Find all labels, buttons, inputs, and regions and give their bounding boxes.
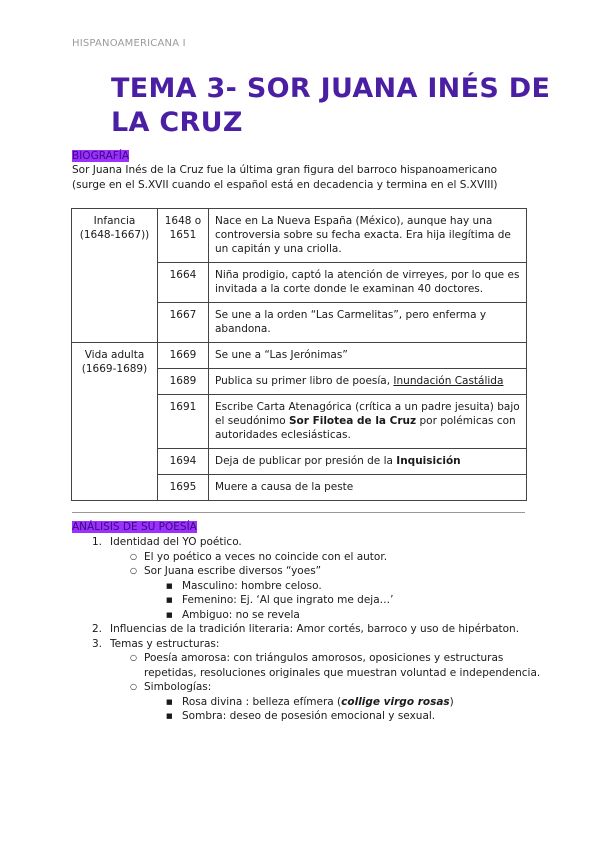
year-cell: 1669 [158,343,209,369]
circle-bullet-icon: ○ [130,551,137,561]
period-cell-infancia: Infancia (1648-1667)) [72,209,158,343]
event-cell: Deja de publicar por presión de la Inquisición [209,449,527,475]
event-cell: Publica su primer libro de poesía, Inundación Castálida [209,369,527,395]
year-cell: 1695 [158,475,209,501]
table-row [72,209,527,263]
square-bullet-icon: ■ [166,581,173,590]
square-bullet-icon: ■ [166,610,173,619]
section-analisis-label: ANÁLISIS DE SU POESÍA [72,521,197,533]
book-title-link[interactable]: Inundación Castálida [393,375,504,387]
circle-bullet-icon: ○ [130,682,137,691]
event-cell: Niña prodigio, captó la atención de virreyes, por lo que es invitada a la corte donde le examinan 40 doctores. [209,263,527,303]
list-item: 3. Temas y estructuras: [92,637,220,650]
page-title: TEMA 3- SOR JUANA INÉS DE LA CRUZ [111,73,551,138]
square-bullet-icon: ■ [166,697,173,706]
divider [72,512,525,513]
list-item: ■ Femenino: Ej. ‘Al que ingrato me deja…’ [166,594,394,606]
circle-bullet-icon: ○ [130,653,137,662]
event-cell: Muere a causa de la peste [209,475,527,501]
list-item: ○ Sor Juana escribe diversos “yoes” [130,565,322,577]
biografia-intro: Sor Juana Inés de la Cruz fue la última gran figura del barroco hispanoamericano (surge en el S.XVII cuando el español está en decadencia y termina en el S.XVIII) [72,164,498,191]
year-cell: 1694 [158,449,209,475]
year-cell: 1664 [158,263,209,303]
list-item: ■ Rosa divina : belleza efímera (collige virgo rosas) [166,695,454,708]
list-item: ■ Ambiguo: no se revela [166,608,300,621]
list-item: ○ Simbologías: [130,681,212,693]
list-item: ○ El yo poético a veces no coincide con el autor. [130,550,388,563]
year-cell: 1689 [158,369,209,395]
period-cell-vida-adulta: Vida adulta (1669-1689) [72,343,158,501]
event-cell: Nace en La Nueva España (México), aunque hay una controversia sobre su fecha exacta. Era hija ilegítima de un capitán y una criolla. [209,209,527,263]
circle-bullet-icon: ○ [130,566,137,575]
page-header: HISPANOAMERICANA I [72,38,186,49]
year-cell: 1691 [158,395,209,449]
list-item: 1. Identidad del YO poético. [92,536,242,548]
square-bullet-icon: ■ [166,596,173,604]
year-cell: 1648 o 1651 [158,209,209,263]
list-item: ■ Sombra: deseo de posesión emocional y sexual. [166,710,436,722]
table-row [72,343,527,369]
list-item: ■ Masculino: hombre celoso. [166,579,322,592]
section-biografia-label: BIOGRAFÍA [72,150,130,162]
list-item: ○ Poesía amorosa: con triángulos amorosos, oposiciones y estructuras repetidas, resoluciones originales que muestran voluntad e independencia. [130,652,541,679]
biography-table [71,208,527,501]
event-cell: Se une a “Las Jerónimas” [209,343,527,369]
list-item: 2. Influencias de la tradición literaria: Amor cortés, barroco y uso de hipérbaton. [92,623,520,635]
year-cell: 1667 [158,303,209,343]
event-cell: Escribe Carta Atenagórica (crítica a un padre jesuita) bajo el seudónimo Sor Filotea de la Cruz por polémicas con autoridades eclesiásticas. [209,395,527,449]
event-cell: Se une a la orden “Las Carmelitas”, pero enferma y abandona. [209,303,527,343]
square-bullet-icon: ■ [166,712,173,720]
analysis-list [72,535,542,724]
